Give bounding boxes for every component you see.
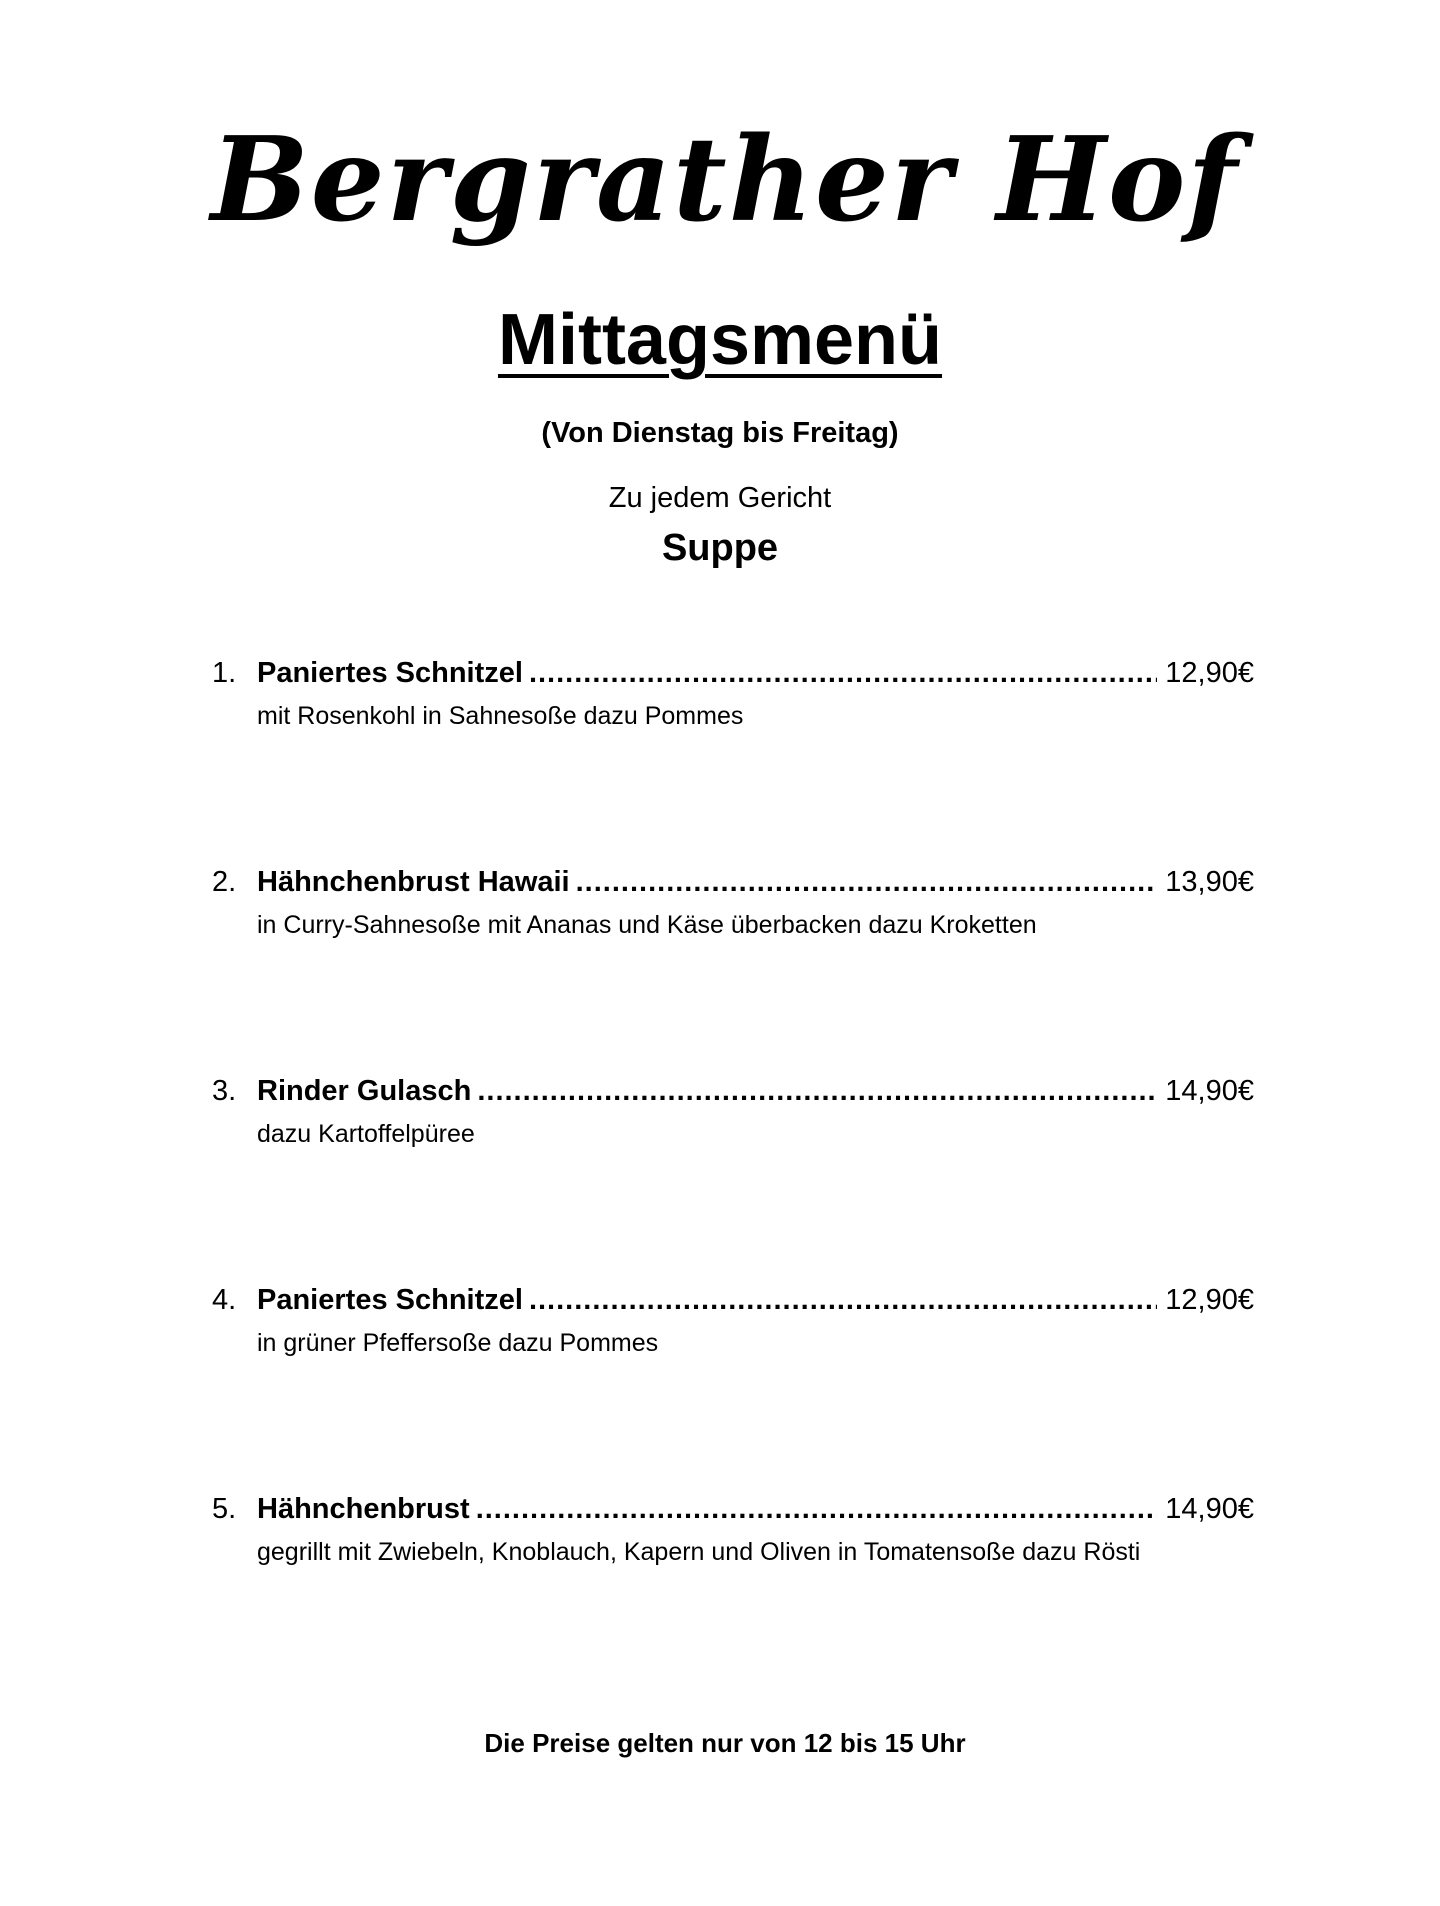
dish-description: dazu Kartoffelpüree [257,1120,475,1148]
dish-price: 13,90€ [1165,866,1254,898]
dish-description: in grüner Pfeffersoße dazu Pommes [257,1329,659,1357]
dish-description: mit Rosenkohl in Sahnesoße dazu Pommes [257,702,744,730]
menu-title [0,300,1440,380]
menu-title-text: Mittagsmenü [497,300,943,380]
soup-label: Suppe [661,527,779,569]
price-validity-note: Die Preise gelten nur von 12 bis 15 Uhr [484,1728,966,1758]
dish-line [257,1491,1254,1527]
dish-line [257,1282,1254,1318]
dish-line [257,864,1254,900]
dish-number: 3. [212,1075,237,1107]
dish-price: 14,90€ [1165,1493,1254,1525]
dish-item [0,655,1440,755]
dish-price: 12,90€ [1165,657,1254,689]
dish-item [0,864,1440,964]
dish-price: 14,90€ [1165,1075,1254,1107]
dish-item [0,1282,1440,1382]
dish-number: 1. [212,657,237,689]
dish-name: Rinder Gulasch [257,1075,472,1107]
dish-price: 12,90€ [1165,1284,1254,1316]
dot-leader [529,1282,1157,1318]
dish-name: Paniertes Schnitzel [257,1284,523,1316]
dish-item [0,1073,1440,1173]
dish-line [257,1073,1254,1109]
dish-item [0,1491,1440,1591]
with-each-dish-note: Zu jedem Gericht [608,482,832,514]
dot-leader [576,864,1158,900]
dish-line [257,655,1254,691]
restaurant-name: Bergrather Hof [210,112,1240,248]
dot-leader [529,655,1157,691]
menu-days: (Von Dienstag bis Freitag) [541,417,899,449]
dish-number: 2. [212,866,237,898]
dish-number: 4. [212,1284,237,1316]
dot-leader [476,1491,1158,1527]
dish-name: Hähnchenbrust [257,1493,470,1525]
dish-number: 5. [212,1493,237,1525]
dish-description: gegrillt mit Zwiebeln, Knoblauch, Kapern und Oliven in Tomatensoße dazu Rösti [257,1538,1141,1566]
dish-name: Hähnchenbrust Hawaii [257,866,570,898]
dot-leader [477,1073,1157,1109]
dish-description: in Curry-Sahnesoße mit Ananas und Käse überbacken dazu Kroketten [257,911,1037,939]
dish-name: Paniertes Schnitzel [257,657,523,689]
